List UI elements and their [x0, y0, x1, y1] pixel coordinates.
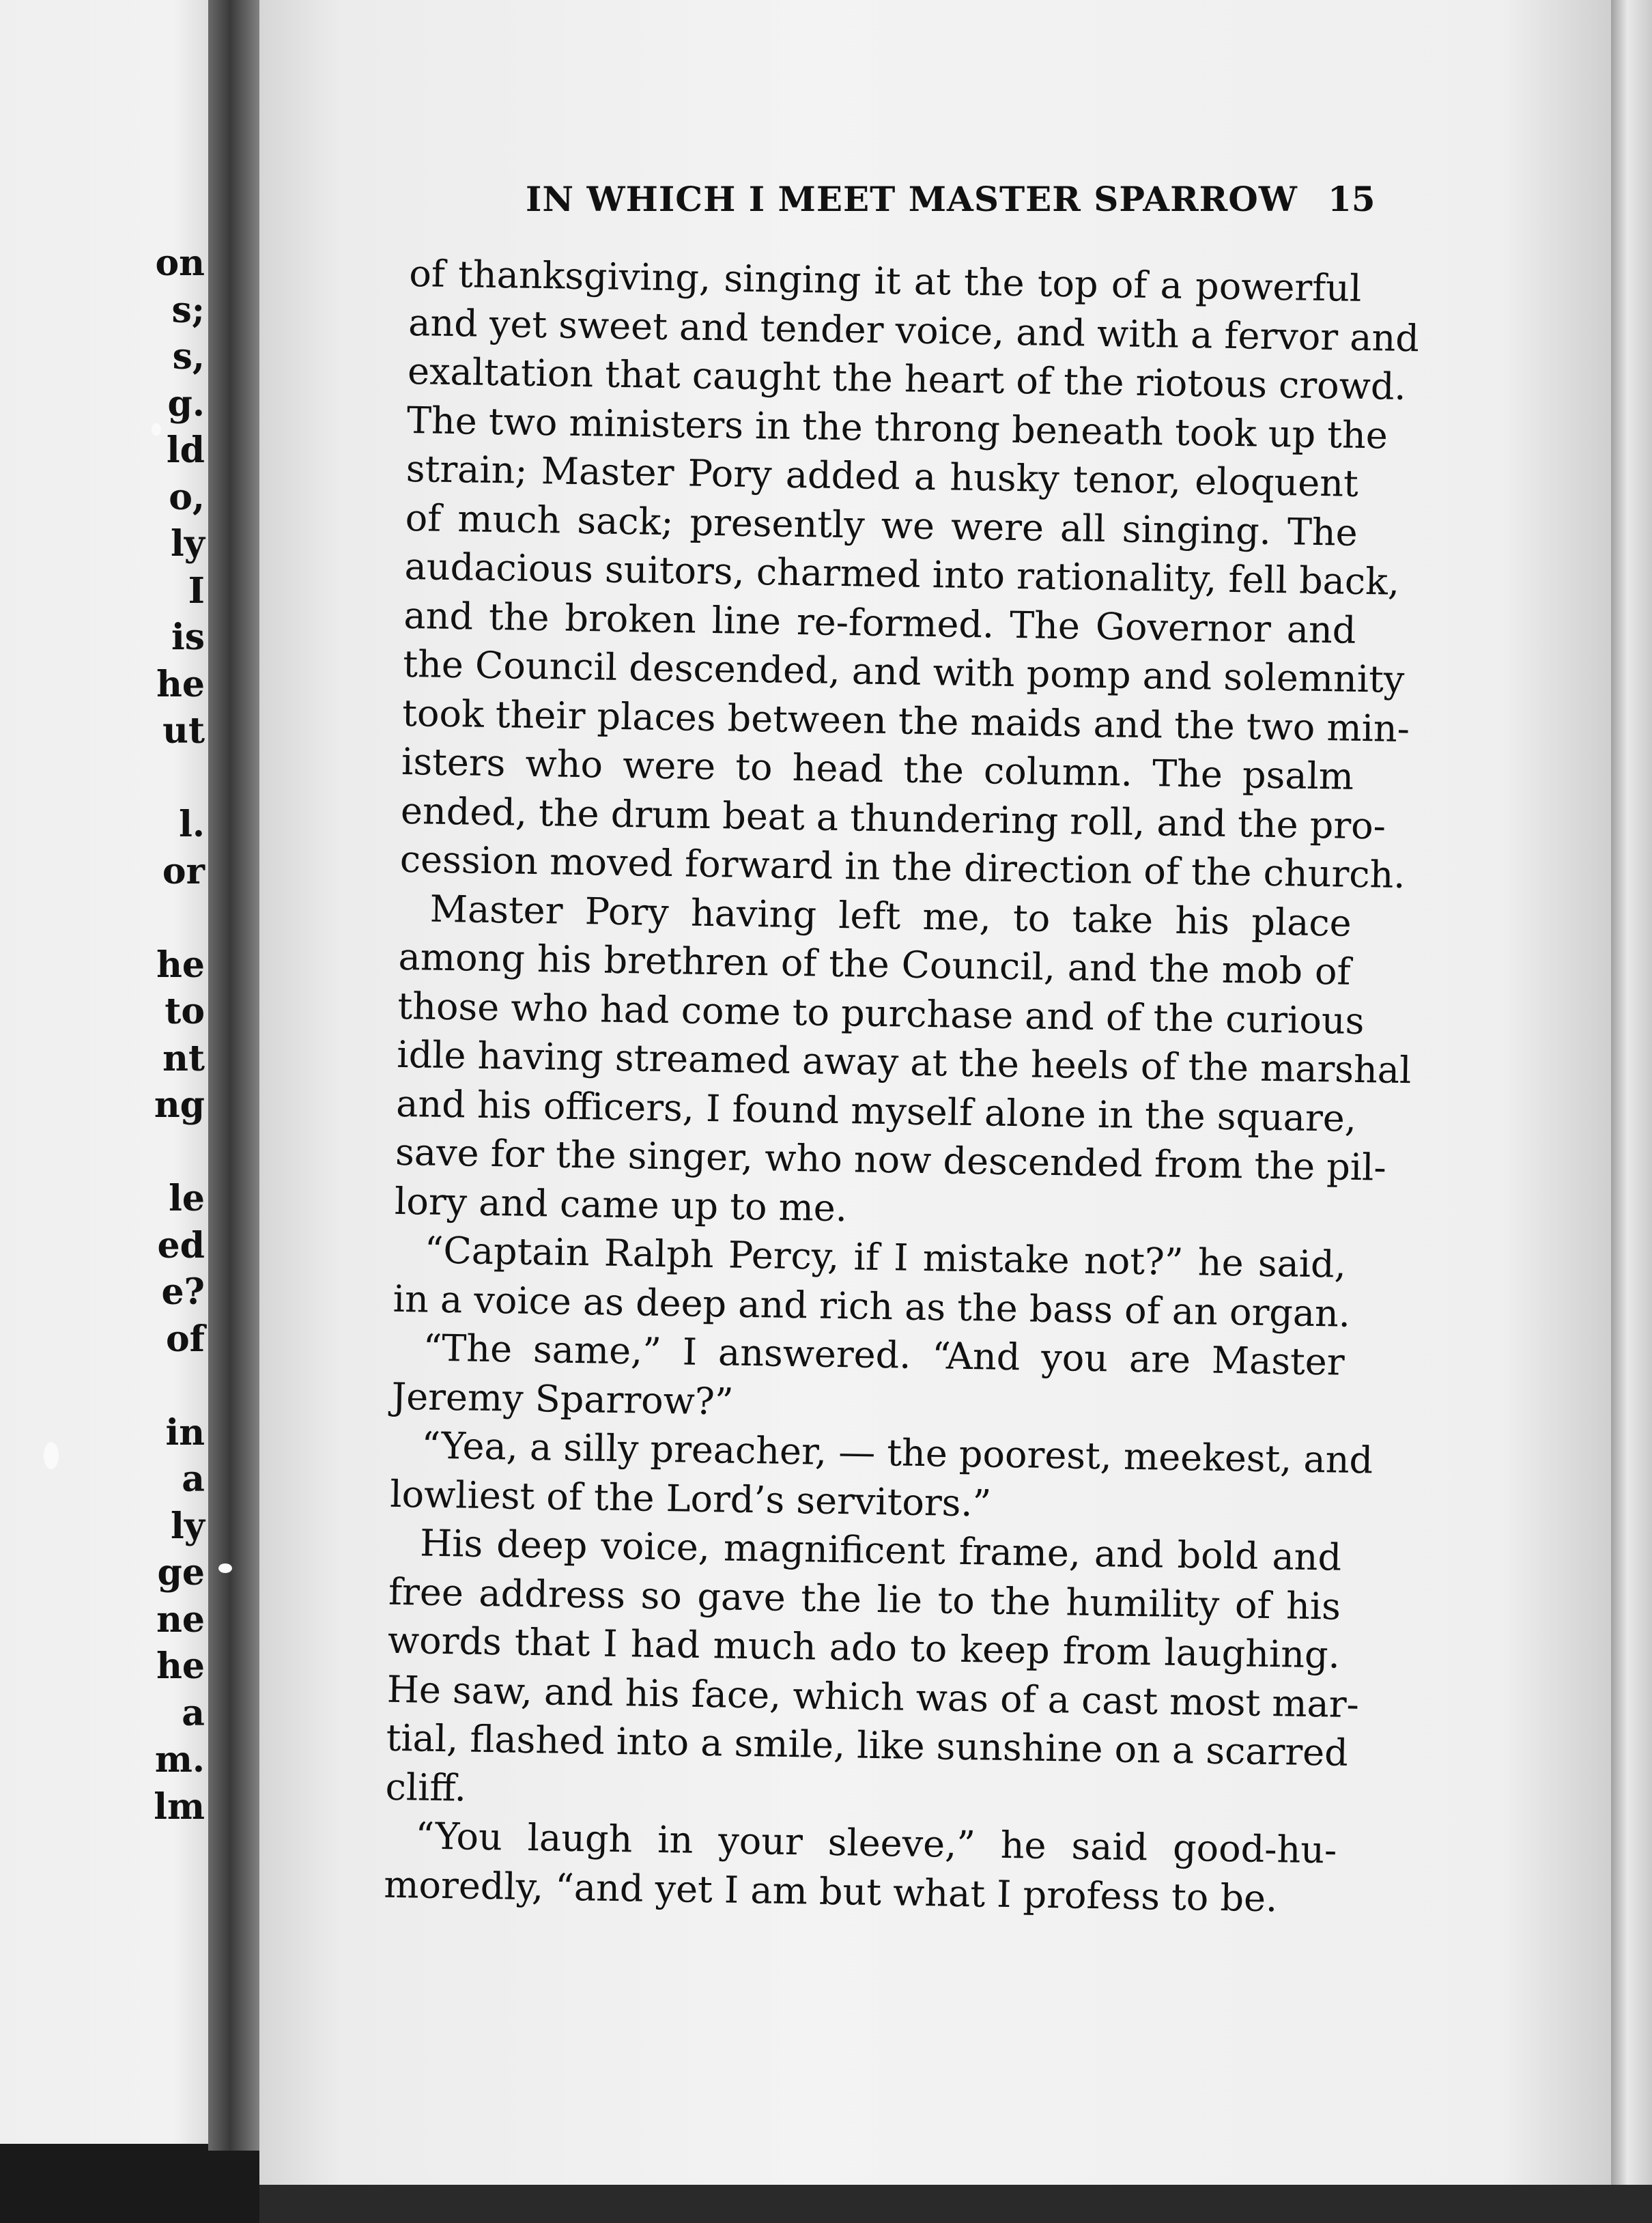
left-page-fragment: s;	[171, 289, 205, 331]
left-page-fragment: a	[182, 1458, 205, 1500]
text-line: the Council descended, and with pomp and solemnity	[402, 642, 1405, 701]
paper-fleck	[218, 1563, 232, 1573]
text-line: isters who were to head the column. The psalm	[401, 739, 1354, 798]
left-page-fragment: ed	[157, 1224, 205, 1266]
text-line: save for the singer, who now descended from the pil-	[395, 1130, 1387, 1189]
left-page-fragment: ge	[157, 1552, 205, 1594]
left-page-fragment: he	[156, 1645, 205, 1687]
text-line: of much sack; presently we were all singing. The	[405, 496, 1358, 554]
text-line: in a voice as deep and rich as the bass of an organ.	[393, 1277, 1351, 1335]
text-line: “The same,” I answered. “And you are Master	[423, 1326, 1345, 1384]
left-page-fragment: g.	[167, 382, 205, 425]
left-page-fragment: nt	[162, 1037, 205, 1079]
text-line: idle having streamed away at the heels of the marshal	[396, 1032, 1412, 1092]
left-page-fragment: on	[155, 242, 205, 284]
left-page-fragment: ld	[166, 429, 205, 471]
text-line: Jeremy Sparrow?”	[391, 1374, 734, 1424]
page-number: 15	[1328, 179, 1376, 219]
text-line: of thanksgiving, singing it at the top of a powerful	[408, 251, 1362, 310]
left-page-fragment: is	[171, 617, 205, 658]
left-page-fragment: ly	[171, 523, 205, 565]
text-line: and yet sweet and tender voice, and with a fervor and	[408, 300, 1420, 360]
text-line: and his officers, I found myself alone in the square,	[395, 1081, 1357, 1140]
left-page-fragment: ng	[154, 1084, 205, 1126]
left-page-fragment: in	[165, 1411, 205, 1454]
left-page-fragment: or	[162, 850, 205, 892]
left-page-fragment: m.	[154, 1739, 205, 1781]
text-line: “Captain Ralph Percy, if I mistake not?” he said,	[424, 1228, 1347, 1286]
text-line: strain; Master Pory added a husky tenor, eloquent	[405, 447, 1359, 505]
left-page-fragment: o,	[169, 476, 205, 518]
left-page-fragment: ne	[156, 1598, 205, 1641]
text-line: and the broken line re-formed. The Governor and	[403, 593, 1356, 652]
running-head: IN WHICH I MEET MASTER SPARROW	[526, 179, 1298, 219]
left-page-fragment: a	[182, 1692, 205, 1734]
text-line: He saw, and his face, which was of a cast most mar-	[386, 1667, 1360, 1726]
text-line: The two ministers in the throng beneath took up the	[406, 398, 1388, 457]
text-line: tial, flashed into a smile, like sunshine on a scarred	[386, 1716, 1349, 1774]
left-page	[0, 0, 232, 2144]
left-page-fragment: ut	[162, 710, 205, 752]
text-line: among his brethren of the Council, and the mob of	[398, 935, 1352, 993]
text-line: “You laugh in your sleeve,” he said good-hu-	[415, 1814, 1337, 1872]
text-line: ended, the drum beat a thundering roll, and the pro-	[400, 789, 1386, 848]
paper-fleck	[44, 1442, 59, 1469]
page-edge	[1611, 0, 1652, 2223]
text-line: cession moved forward in the direction of the church.	[399, 837, 1406, 897]
text-line: His deep voice, magnificent frame, and bold and	[419, 1521, 1342, 1579]
left-page-fragment: to	[165, 991, 205, 1032]
left-page-fragment: he	[156, 663, 205, 705]
text-line: took their places between the maids and the two min-	[401, 691, 1410, 750]
left-page-fragment: s,	[172, 336, 205, 378]
left-page-fragment: he	[156, 944, 205, 986]
body-text	[383, 249, 1420, 1924]
text-line: words that I had much ado to keep from laughing.	[387, 1618, 1341, 1677]
left-page-fragment: l.	[179, 804, 205, 845]
text-line: “Yea, a silly preacher, — the poorest, meekest, and	[421, 1424, 1373, 1482]
paper-fleck	[152, 423, 161, 436]
text-line: cliff.	[385, 1765, 467, 1810]
text-line: exaltation that caught the heart of the riotous crowd.	[407, 349, 1407, 408]
text-line: moredly, “and yet I am but what I profess to be.	[383, 1863, 1278, 1920]
left-page-fragment: le	[169, 1178, 205, 1219]
text-line: Master Pory having left me, to take his place	[429, 887, 1352, 945]
page-bottom-edge	[259, 2185, 1652, 2223]
left-page-fragment: I	[188, 569, 205, 612]
text-line: those who had come to purchase and of the curious	[397, 984, 1365, 1043]
text-line: lowliest of the Lord’s servitors.”	[389, 1472, 992, 1525]
left-page-fragment: of	[165, 1318, 205, 1360]
left-page-fragment: e?	[161, 1271, 205, 1313]
text-line: lory and came up to me.	[394, 1179, 848, 1230]
text-line: audacious suitors, charmed into rationality, fell back,	[404, 544, 1400, 604]
left-page-fragment: lm	[154, 1785, 205, 1828]
left-page-fragment: ly	[171, 1505, 205, 1547]
book-gutter	[208, 0, 263, 2151]
text-line: free address so gave the lie to the humility of his	[388, 1570, 1341, 1628]
